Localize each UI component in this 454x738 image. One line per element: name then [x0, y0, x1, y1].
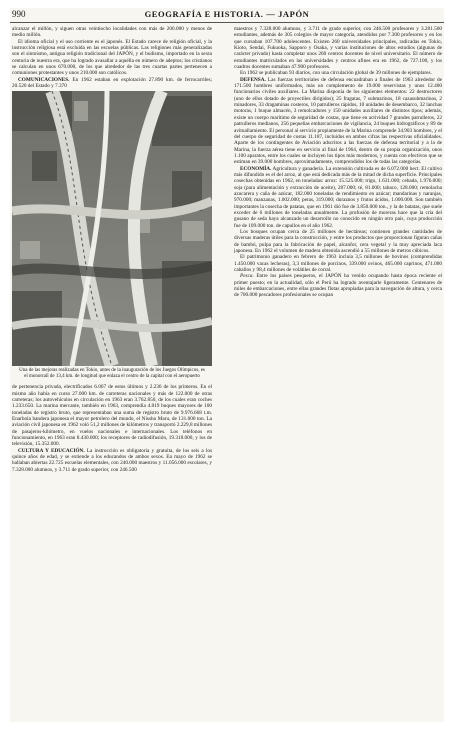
paragraph-text: Agricultura y ganadería. La extensión cultivada es de 6.072.000 hect. El cultivo más difundido es el del arroz, al que está dedicada más de la mitad de dicha superficie. Principales cosechas obtenidas en 1962, en toneladas: arroz: 15.525.000; trigo, 1.631.000; cebada, 1.976.000; soja (para alimentación y extracción de aceite), 287.000; té, 81.000; tabaco, 128.000; remolacha azucarera y caña de azúcar, 182.000 toneladas de rendimiento en azúcar; mandarinas y naranjas, 970.000; manzanas, 1.002.000; peras, 319.000; duraznos y frutos ácidos, 1.000.000. Son también importantes la cosecha de patatas, que en 1961 dió fue de 3.850.000 ton., y la de batatas, que suele exceder de 6 millones de toneladas anualmente. La profusión de moreras hace que la cría del gusano de seda haya alcanzado un desarrollo no conocido en ningún otro país, cuya producción fue de 109.000 ton. de capullos en el año 1962.	[234, 165, 442, 229]
section-heading: ECONOMÍA.	[240, 165, 272, 172]
photo-illustration	[12, 91, 212, 366]
book-page	[10, 8, 444, 722]
paragraph	[12, 384, 212, 447]
section-heading: Pesca.	[240, 273, 254, 280]
paragraph-education	[12, 448, 212, 473]
paragraph-livestock: El patrimonio ganadero en febrero de 1963 incluía 3,5 millones de bovinos (comprendidas 1.450.000 vacas lecheras), 3,3 millones de porcinos, 339.000 ovinos, 465.000 caprinos, 471.000 caballos y 98,4 millones de volátiles de corral.	[234, 254, 442, 274]
paragraph-text: Las fuerzas territoriales de defensa encuadraban a finales de 1963 alrededor de 171.500 hombres uniformados, más un complemento de 19.000 reservistas y unos 12.400 funcionarios civiles auxiliares. La Marina disponía de los siguientes elementos: 22 destructores (uno de ellos dotado de proyectiles dirigidos); 25 fragatas, 7 submarinos, 18 cazasubmarinos, 2 minadores, 33 dragaminas costeros, 10 patrulleros rápidos, 10 unidades de desembarco, 32 lanchas motoras, 1 buque almacén, 3 remolcadores y 150 unidades auxiliares de distintos tipos; además, existe un cuerpo marítimo de seguridad de costas, que tiene en actividad 7 grandes patrulleros, 22 patrulleros medianos, 256 pequeñas embarcaciones de vigilancia, 24 buques hidrográficos y 89 de avituallamiento. El personal al servicio propiamente de la Marina comprende 34.903 hombres, y el del cuerpo de seguridad de costas 11.187, incluidos en ambos cifras las respectivas oficialidades. Aparte de los contingentes de Aviación adscritos a las fuerzas de defensa territorial y a la de Marina, la fuerza aérea tiene en servicio al final de 1964, dentro de su propia organización, unos 1.100 aparatos, entre los cuales se incluyen los tipos más modernos, y cuenta con efectivos que se estiman en 39.000 hombres, aproximadamente, comprendidos los de todas las categorías.	[234, 76, 442, 166]
paragraph-text: En 1962 estaban en explotación 27.890 km. de ferrocarriles; 20.520 del Estado y 7.370	[12, 76, 212, 90]
paragraph: alcanzar el millón, y siguen otras veintiocho localidades con más de 200.000 y menos de medio millón.	[12, 26, 212, 39]
paragraph-economy	[234, 166, 442, 229]
monorail-photo	[12, 91, 212, 366]
paragraph-text: de pertenencia privada, electrificados 6.067 de estos últimos y 2.236 de los primeros. En el mismo año había en curso 27.000 km. de carreteras nacionales y más de 122.000 de otras carreteras; los autovehículos en circulación en 1963 eran 3.762.850, de los cuales eran coches 1.233.650. La marina mercante, también en 1963, comprendía 4.819 buques mayores de 100 toneladas de registro bruto, que representaban una suma de registro bruto de 9.976.668 t.m. Enarbola bandera japonesa el mayor petrolero del mundo, el Nissho Maru, de 131.000 ton. La aviación civil japonesa en 1962 voló 51,2 millones de kilómetros y transportó 2.229,8 millones de pasajeros-kilómetro, en vuelos nacionales e internacionales. Los teléfonos en funcionamiento, en 1963 eran 8.430.000; los receptores de radiodifusión, 19.318.000, y los de televisión, 15.352.000.	[12, 384, 212, 448]
running-title: GEOGRAFÍA E HISTORIA. — JAPÓN	[144, 9, 310, 19]
paragraph-forests: Los bosques ocupan cerca de 25 millones de hectáreas; contienen grandes cantidades de diversas maderas útiles para la construcción, y entre los productos que proporcionan figuran cañas de bambú, pulpa para la fabricación de papel, alcanfor, cera vegetal y la muy apreciada laca japonesa. En 1962 el volumen de madera obtenida ascendió a 55 millones de metros cúbicos.	[234, 229, 442, 255]
paragraph-fishing	[234, 273, 442, 298]
paragraph-text: La instrucción es obligatoria y gratuita, de los seis a los quince años de edad, y se extiende a los educandos de ambos sexos. En mayo de 1962 se hallaban abiertas 22.725 escuelas elementales, con 240.000 maestros y 11.056.000 escolares, y 7.328.000 alumnos, y 3.711 de grado superior, con 246.500	[12, 447, 212, 473]
paragraph: En 1962 se publicaban 93 diarios, con una circulación global de 39 millones de ejemplares.	[240, 70, 432, 77]
paragraph: El idioma oficial y el uso corriente es el japonés. El Estado carece de religión oficial, y la instrucción religiosa está excluida en las escuelas públicas. Las religiones más generalizadas son el sintoísmo, antigua religión tradicional del JAPÓN, y el budismo, importado en la sexta centuria de nuestra era, que ha logrado avasallar a aquélla en número de adeptos; los cristianos se calculan en unos 670.000, de los que alrededor de las tres cuartas partes pertenecen a comuniones protestantes y unos 210.000 son católicos.	[12, 38, 212, 77]
paragraph-communications	[12, 77, 212, 90]
paragraph-text: Entre los países pesqueros, el JAPÓN ha venido ocupando hasta época reciente el primer puesto; en la actualidad, sólo el Perú ha logrado aventajarle ligeramente. Centenares de miles de embarcaciones, entre ellas grandes flotas apropiadas para la navegación de altura, y cerca de 700.000 pescadores profesionales se ocupan	[234, 273, 442, 299]
paragraph-defense	[234, 77, 442, 166]
paragraph: maestros y 7.328.000 alumnos, y 3.711 de grado superior, con 246.500 profesores y 3.281.500 estudiantes, además de 305 colegios de mayor categoría, atendidos por 7.300 profesores y en los que cursaban 107.700 adolescentes. Existen 260 universidades principales, radicadas en Tokio, Kioto, Sendai, Fukuoka, Sapporo y Osaka, y varias instituciones de altos estudios (algunas de carácter privado) hasta completar unos 260 centros docentes de nivel universitario. El número de estudiantes matriculados en las universidades y centros afines era en 1962, de 727.100, y los cuadros docentes sumaban 47.900 profesores.	[234, 26, 442, 71]
right-column	[234, 26, 442, 716]
left-column	[12, 26, 212, 716]
section-heading: CULTURA Y EDUCACIÓN.	[18, 447, 85, 454]
section-heading: DEFENSA.	[240, 76, 266, 83]
photo-caption: Una de las mejoras realizadas en Tokio, antes de la inauguración de los Juegos Olímpicos, es el monorraíl de 13,4 km. de longitud que enlaza el centro de la capital con el aeropuerto	[19, 368, 205, 380]
section-heading: COMUNICACIONES.	[18, 76, 70, 83]
page-number: 990	[12, 9, 26, 19]
page-header	[10, 8, 444, 23]
